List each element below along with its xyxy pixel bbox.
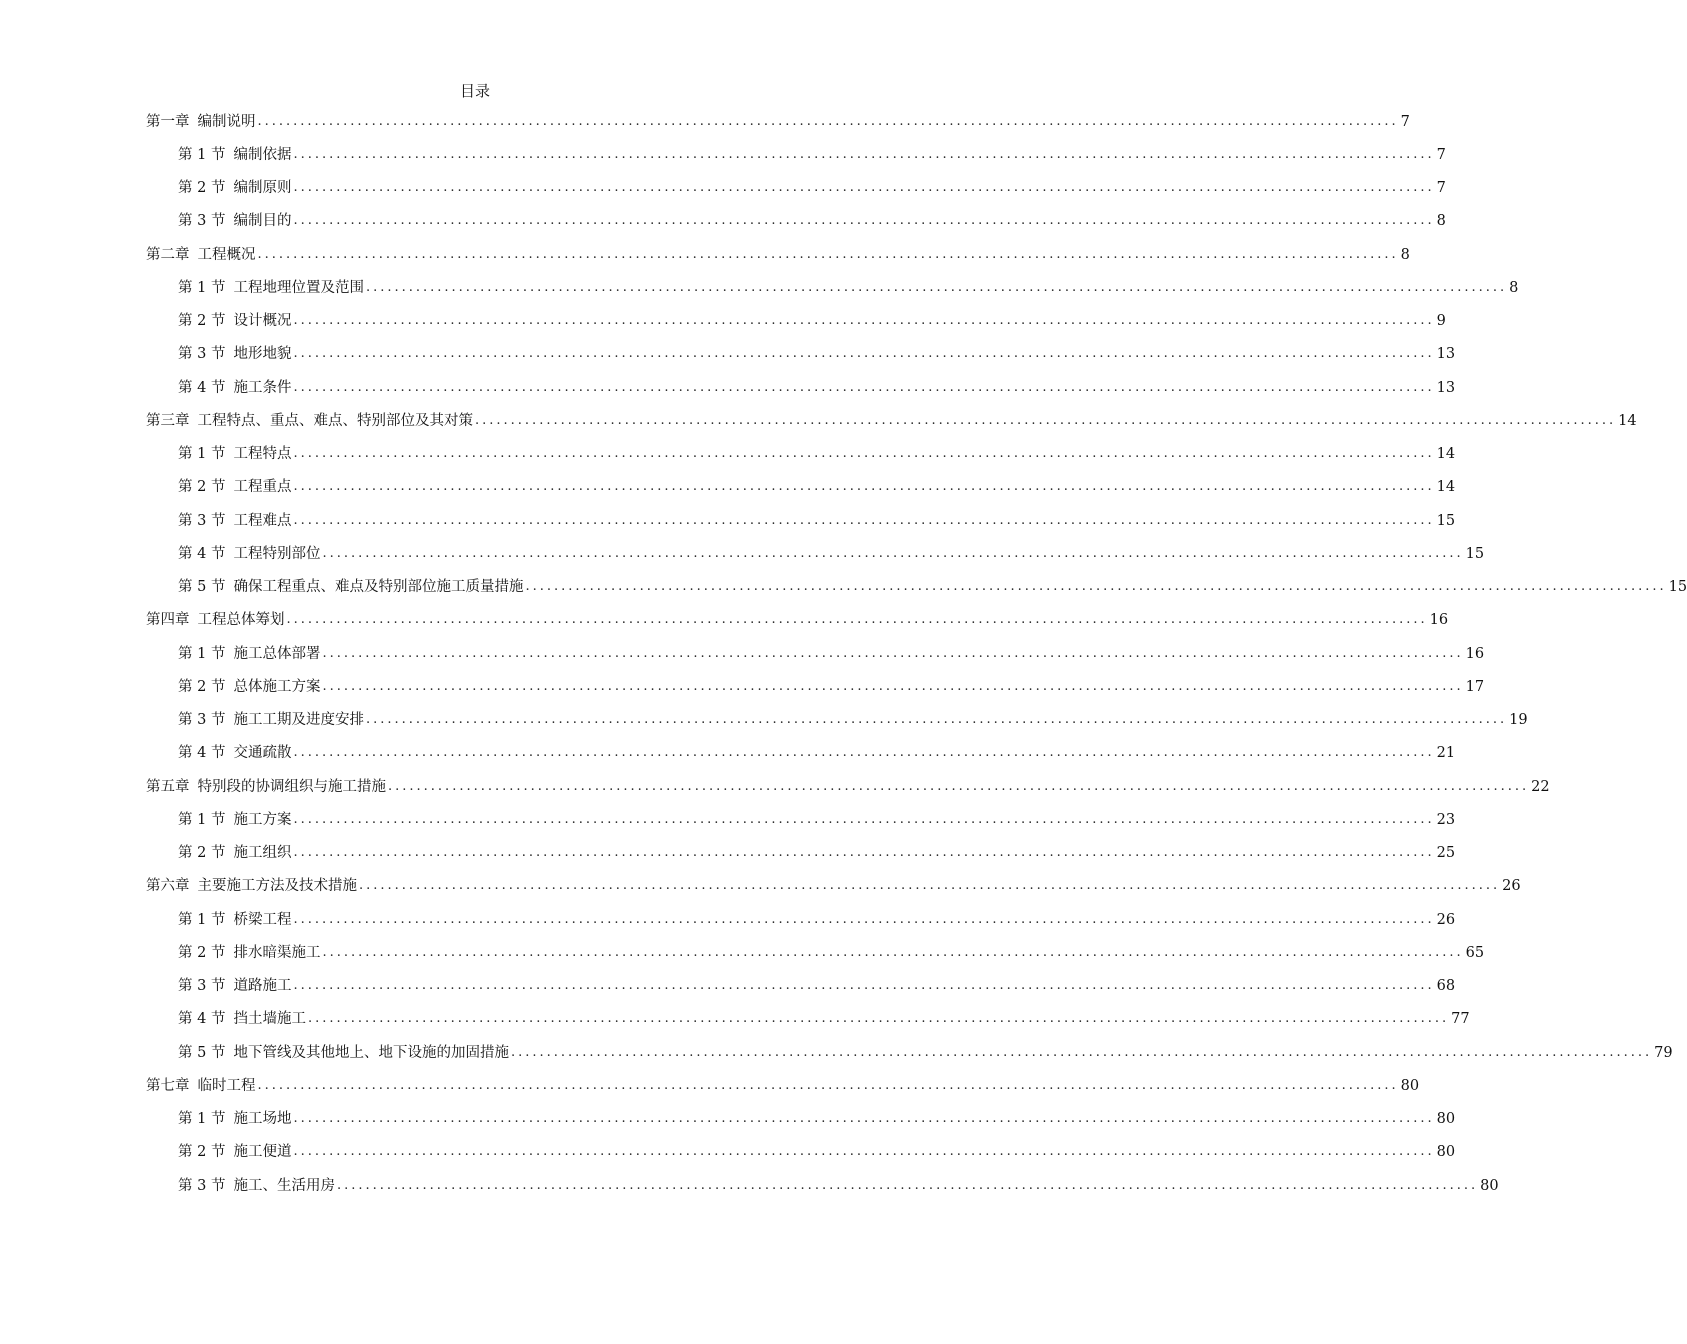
toc-entry-text: 编制原则 (233, 180, 292, 197)
toc-dot-leader: ................................................................................................................................................................ (293, 213, 1435, 229)
toc-page-number: 26 (1436, 911, 1456, 928)
toc-dot-leader: ................................................................................................................................................................ (322, 545, 1464, 561)
toc-entry-label (178, 378, 291, 398)
toc-entry-text: 施工总体部署 (233, 645, 321, 662)
toc-section-entry[interactable] (146, 903, 1456, 936)
toc-entry-text: 施工便道 (233, 1144, 292, 1161)
toc-dot-leader: ................................................................................................................................................................ (307, 1011, 1450, 1027)
toc-entry-text: 挡土墙施工 (233, 1011, 306, 1028)
toc-entry-text: 桥梁工程 (233, 911, 292, 928)
toc-chapter-entry[interactable] (146, 770, 1550, 803)
toc-page-number: 68 (1436, 978, 1456, 995)
toc-section-entry[interactable] (146, 1103, 1456, 1136)
toc-entry-number: 第 5 节 (178, 1044, 226, 1061)
toc-section-entry[interactable] (146, 1136, 1456, 1169)
toc-page-number: 65 (1465, 944, 1485, 961)
toc-entry-number: 第 1 节 (178, 279, 226, 296)
toc-list (146, 105, 1687, 1202)
toc-entry-number: 第 2 节 (178, 944, 226, 961)
toc-section-entry[interactable] (146, 205, 1446, 238)
toc-section-entry[interactable] (146, 837, 1456, 870)
toc-page-number: 22 (1531, 778, 1550, 795)
toc-dot-leader: ................................................................................................................................................................ (286, 612, 1428, 628)
toc-entry-number: 第 2 节 (178, 845, 226, 862)
toc-page-number: 15 (1668, 579, 1687, 596)
toc-entry-text: 工程总体筹划 (197, 612, 285, 629)
toc-entry-label (178, 1142, 291, 1162)
toc-page-number: 7 (1436, 146, 1446, 163)
toc-section-entry[interactable] (146, 571, 1687, 604)
toc-entry-label (178, 1043, 509, 1063)
toc-entry-text: 工程重点 (233, 479, 292, 496)
toc-page-number: 16 (1465, 645, 1485, 662)
toc-dot-leader: ................................................................................................................................................................ (293, 911, 1435, 927)
toc-page-number: 21 (1436, 745, 1456, 762)
toc-page-number: 80 (1480, 1177, 1499, 1194)
toc-page-number: 13 (1436, 379, 1456, 396)
toc-entry-number: 第 4 节 (178, 545, 226, 562)
toc-entry-number: 第 4 节 (178, 379, 226, 396)
toc-section-entry[interactable] (146, 1003, 1470, 1036)
toc-page-number: 13 (1436, 346, 1456, 363)
toc-entry-number: 第 2 节 (178, 479, 226, 496)
toc-entry-text: 施工组织 (233, 845, 292, 862)
toc-chapter-entry[interactable] (146, 404, 1637, 437)
toc-entry-text: 施工工期及进度安排 (233, 712, 364, 729)
toc-entry-text: 工程特点 (233, 446, 292, 463)
toc-entry-label (178, 577, 523, 597)
toc-entry-label (146, 245, 256, 265)
toc-entry-label (178, 344, 291, 364)
toc-entry-label (178, 145, 291, 165)
toc-dot-leader: ................................................................................................................................................................ (293, 1111, 1435, 1127)
toc-entry-label (178, 477, 291, 497)
toc-entry-number: 第二章 (146, 246, 190, 263)
toc-entry-label (178, 311, 291, 331)
toc-page-number: 8 (1436, 213, 1446, 230)
toc-entry-number: 第 1 节 (178, 911, 226, 928)
toc-entry-number: 第 1 节 (178, 645, 226, 662)
toc-entry-label (178, 976, 291, 996)
toc-entry-number: 第 4 节 (178, 745, 226, 762)
toc-page-number: 15 (1436, 512, 1456, 529)
toc-entry-text: 施工场地 (233, 1111, 292, 1128)
toc-section-entry[interactable] (146, 371, 1456, 404)
toc-entry-text: 施工、生活用房 (233, 1177, 335, 1194)
toc-dot-leader: ................................................................................................................................................................ (510, 1044, 1653, 1060)
toc-page-number: 19 (1509, 712, 1528, 729)
toc-dot-leader: ................................................................................................................................................................ (365, 279, 1508, 295)
toc-entry-text: 工程概况 (197, 246, 256, 263)
toc-section-entry[interactable] (146, 1169, 1499, 1202)
toc-dot-leader: ................................................................................................................................................................ (293, 446, 1435, 462)
toc-section-entry[interactable] (146, 305, 1446, 338)
toc-entry-text: 交通疏散 (233, 745, 292, 762)
toc-dot-leader: ................................................................................................................................................................ (322, 645, 1464, 661)
toc-entry-number: 第 4 节 (178, 1011, 226, 1028)
toc-page-number: 23 (1436, 811, 1456, 828)
toc-section-entry[interactable] (146, 970, 1456, 1003)
toc-section-entry[interactable] (146, 338, 1456, 371)
toc-dot-leader: ................................................................................................................................................................ (257, 113, 1399, 129)
toc-section-entry[interactable] (146, 172, 1446, 205)
toc-entry-text: 临时工程 (197, 1077, 256, 1094)
toc-entry-label (178, 644, 320, 664)
toc-entry-label (178, 1109, 291, 1129)
toc-entry-label (178, 278, 364, 298)
toc-dot-leader: ................................................................................................................................................................ (293, 978, 1435, 994)
toc-page-number: 15 (1465, 545, 1485, 562)
toc-entry-number: 第 3 节 (178, 213, 226, 230)
toc-section-entry[interactable] (146, 670, 1485, 703)
toc-page-number: 25 (1436, 845, 1456, 862)
toc-dot-leader: ................................................................................................................................................................ (336, 1177, 1479, 1193)
toc-section-entry[interactable] (146, 471, 1456, 504)
toc-section-entry[interactable] (146, 637, 1485, 670)
toc-dot-leader: ................................................................................................................................................................ (293, 1144, 1435, 1160)
toc-entry-number: 第 1 节 (178, 446, 226, 463)
toc-entry-number: 第 1 节 (178, 1111, 226, 1128)
toc-entry-label (178, 810, 291, 830)
toc-entry-number: 第 2 节 (178, 1144, 226, 1161)
toc-entry-number: 第 1 节 (178, 146, 226, 163)
toc-entry-number: 第七章 (146, 1077, 190, 1094)
toc-chapter-entry[interactable] (146, 1069, 1420, 1102)
toc-entry-number: 第 2 节 (178, 313, 226, 330)
toc-entry-text: 地形地貌 (233, 346, 292, 363)
toc-dot-leader: ................................................................................................................................................................ (293, 811, 1435, 827)
toc-entry-number: 第三章 (146, 412, 190, 429)
toc-entry-label (178, 843, 291, 863)
toc-entry-text: 工程特别部位 (233, 545, 321, 562)
toc-entry-label (146, 876, 357, 896)
toc-entry-text: 编制说明 (197, 113, 256, 130)
toc-entry-label (178, 677, 320, 697)
toc-dot-leader: ................................................................................................................................................................ (293, 313, 1435, 329)
toc-dot-leader: ................................................................................................................................................................ (293, 180, 1435, 196)
toc-page-number: 80 (1436, 1144, 1456, 1161)
toc-page-number: 14 (1618, 412, 1637, 429)
toc-entry-number: 第 3 节 (178, 346, 226, 363)
toc-entry-label (178, 444, 291, 464)
toc-entry-number: 第 3 节 (178, 712, 226, 729)
toc-section-entry[interactable] (146, 803, 1456, 836)
toc-entry-label (146, 411, 473, 431)
toc-entry-label (146, 777, 386, 797)
toc-dot-leader: ................................................................................................................................................................ (293, 845, 1435, 861)
toc-dot-leader: ................................................................................................................................................................ (293, 146, 1435, 162)
toc-section-entry[interactable] (146, 504, 1456, 537)
toc-entry-label (178, 710, 364, 730)
toc-chapter-entry[interactable] (146, 238, 1410, 271)
toc-entry-label (178, 178, 291, 198)
toc-entry-text: 总体施工方案 (233, 678, 321, 695)
toc-page-number: 77 (1451, 1011, 1470, 1028)
toc-page-number: 80 (1400, 1077, 1420, 1094)
toc-entry-number: 第四章 (146, 612, 190, 629)
toc-dot-leader: ................................................................................................................................................................ (293, 379, 1435, 395)
toc-entry-label (146, 610, 285, 630)
toc-entry-number: 第 3 节 (178, 978, 226, 995)
toc-entry-text: 地下管线及其他地上、地下设施的加固措施 (233, 1044, 509, 1061)
toc-entry-number: 第六章 (146, 878, 190, 895)
toc-section-entry[interactable] (146, 138, 1446, 171)
toc-entry-label (178, 743, 291, 763)
toc-page-number: 80 (1436, 1111, 1456, 1128)
toc-entry-number: 第 5 节 (178, 579, 226, 596)
toc-entry-number: 第 2 节 (178, 678, 226, 695)
toc-entry-number: 第 1 节 (178, 811, 226, 828)
toc-dot-leader: ................................................................................................................................................................ (293, 745, 1435, 761)
toc-section-entry[interactable] (146, 936, 1485, 969)
toc-dot-leader: ................................................................................................................................................................ (322, 678, 1464, 694)
toc-entry-number: 第 2 节 (178, 180, 226, 197)
toc-entry-label (178, 544, 320, 564)
toc-page-number: 14 (1436, 446, 1456, 463)
toc-entry-label (178, 943, 320, 963)
toc-dot-leader: ................................................................................................................................................................ (322, 944, 1464, 960)
toc-section-entry[interactable] (146, 704, 1528, 737)
toc-chapter-entry[interactable] (146, 870, 1521, 903)
toc-entry-text: 设计概况 (233, 313, 292, 330)
toc-dot-leader: ................................................................................................................................................................ (525, 579, 1667, 595)
toc-entry-text: 工程特点、重点、难点、特别部位及其对策 (197, 412, 473, 429)
toc-page-number: 8 (1509, 279, 1519, 296)
toc-dot-leader: ................................................................................................................................................................ (365, 712, 1508, 728)
toc-section-entry[interactable] (146, 737, 1456, 770)
toc-entry-label (178, 1176, 335, 1196)
toc-chapter-entry[interactable] (146, 105, 1410, 138)
toc-page-number: 26 (1502, 878, 1521, 895)
toc-entry-label (178, 211, 291, 231)
toc-dot-leader: ................................................................................................................................................................ (475, 412, 1617, 428)
toc-entry-text: 编制依据 (233, 146, 292, 163)
toc-entry-text: 特别段的协调组织与施工措施 (197, 778, 386, 795)
toc-dot-leader: ................................................................................................................................................................ (293, 346, 1435, 362)
toc-dot-leader: ................................................................................................................................................................ (359, 878, 1501, 894)
toc-entry-text: 确保工程重点、难点及特别部位施工质量措施 (233, 579, 524, 596)
toc-title: 目录 (459, 82, 490, 100)
toc-dot-leader: ................................................................................................................................................................ (257, 1077, 1399, 1093)
toc-entry-number: 第一章 (146, 113, 190, 130)
toc-page-number: 8 (1400, 246, 1410, 263)
toc-section-entry[interactable] (146, 1036, 1673, 1069)
toc-section-entry[interactable] (146, 537, 1485, 570)
toc-page-number: 79 (1654, 1044, 1673, 1061)
toc-entry-label (178, 910, 291, 930)
toc-entry-text: 编制目的 (233, 213, 292, 230)
toc-dot-leader: ................................................................................................................................................................ (257, 246, 1399, 262)
toc-entry-text: 工程地理位置及范围 (233, 279, 364, 296)
toc-entry-text: 道路施工 (233, 978, 292, 995)
toc-entry-text: 工程难点 (233, 512, 292, 529)
toc-page-number: 7 (1436, 180, 1446, 197)
toc-entry-number: 第 3 节 (178, 1177, 226, 1194)
toc-page-number: 9 (1436, 313, 1446, 330)
toc-chapter-entry[interactable] (146, 604, 1449, 637)
toc-page-number: 16 (1429, 612, 1449, 629)
toc-page-number: 14 (1436, 479, 1456, 496)
toc-page-number: 7 (1400, 113, 1410, 130)
toc-entry-label (146, 1076, 256, 1096)
toc-dot-leader: ................................................................................................................................................................ (388, 778, 1530, 794)
toc-page-number: 17 (1465, 678, 1485, 695)
toc-dot-leader: ................................................................................................................................................................ (293, 479, 1435, 495)
toc-entry-label (178, 511, 291, 531)
toc-entry-text: 施工方案 (233, 811, 292, 828)
toc-entry-text: 排水暗渠施工 (233, 944, 321, 961)
toc-entry-number: 第五章 (146, 778, 190, 795)
toc-entry-text: 施工条件 (233, 379, 292, 396)
toc-section-entry[interactable] (146, 271, 1519, 304)
toc-entry-label (178, 1009, 306, 1029)
toc-entry-number: 第 3 节 (178, 512, 226, 529)
toc-section-entry[interactable] (146, 438, 1456, 471)
toc-dot-leader: ................................................................................................................................................................ (293, 512, 1435, 528)
toc-entry-text: 主要施工方法及技术措施 (197, 878, 357, 895)
toc-entry-label (146, 112, 256, 132)
